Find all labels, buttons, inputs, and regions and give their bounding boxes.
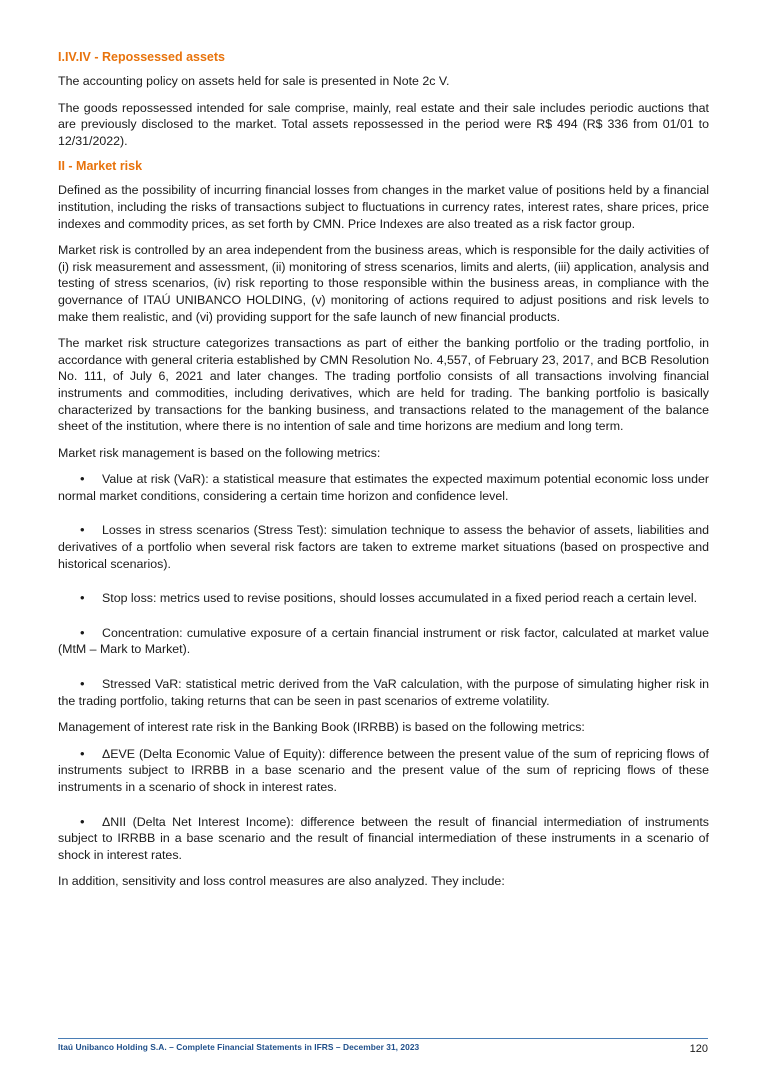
bullet-icon: • xyxy=(80,590,85,606)
page-footer xyxy=(58,1038,708,1062)
bullet-icon: • xyxy=(80,471,85,487)
bullet-text: Losses in stress scenarios (Stress Test): simulation technique to assess the behavior of assets, liabilities and derivatives of a portfolio when several risk factors are taken to extreme market situations (based on prospective and historical scenarios). xyxy=(58,523,709,571)
document-page xyxy=(58,50,709,900)
bullet-text: ΔNII (Delta Net Interest Income): difference between the result of financial intermediation of instruments subject to IRRBB in a base scenario and the result of financial intermediation of these instruments in a scenario of shock in interest rates. xyxy=(58,814,709,862)
footer-document-title: Itaú Unibanco Holding S.A. – Complete Financial Statements in IFRS – December 31, 2023 xyxy=(58,1042,420,1052)
bullet-item-concentration xyxy=(58,625,709,658)
paragraph: Market risk is controlled by an area independent from the business areas, which is responsible for the daily activities of (i) risk measurement and assessment, (ii) monitoring of stress scenarios, limits and alerts, (iii) application, analysis and testing of stress scenarios, (iv) risk reporting to those responsible within the business areas, in compliance with the governance of ITAÚ UNIBANCO HOLDING, (v) monitoring of actions required to adjust positions and risk levels to make them realistic, and (vi) providing support for the safe launch of new financial products. xyxy=(58,243,709,324)
bullet-item-delta-nii xyxy=(58,814,709,864)
bullet-icon: • xyxy=(80,624,85,640)
bullet-item-delta-eve xyxy=(58,746,709,796)
bullet-icon: • xyxy=(80,676,85,692)
bullet-item-stop-loss xyxy=(58,590,709,607)
bullet-icon: • xyxy=(80,745,85,761)
bullet-icon: • xyxy=(80,522,85,538)
bullet-text: Concentration: cumulative exposure of a certain financial instrument or risk factor, calculated at market value (MtM – Mark to Market). xyxy=(58,625,709,657)
paragraph: The accounting policy on assets held for sale is presented in Note 2c V. xyxy=(58,74,450,88)
bullet-text: ΔEVE (Delta Economic Value of Equity): difference between the present value of the sum of repricing flows of instruments subject to IRRBB in a base scenario and the present value of the sum of repricing flows of these instruments in a scenario of shock in interest rates. xyxy=(58,746,709,794)
bullet-text: Stop loss: metrics used to revise positions, should losses accumulated in a fixed period reach a certain level. xyxy=(102,591,698,606)
section-heading-market-risk: II - Market risk xyxy=(58,159,143,174)
paragraph-closing: In addition, sensitivity and loss control measures are also analyzed. They include: xyxy=(58,874,505,889)
bullet-item-stress-test xyxy=(58,522,709,572)
bullet-item-stressed-var xyxy=(58,676,709,709)
paragraph-irrbb-intro: Management of interest rate risk in the Banking Book (IRRBB) is based on the following metrics: xyxy=(58,720,585,735)
paragraph: Market risk management is based on the following metrics: xyxy=(58,445,381,460)
paragraph: Defined as the possibility of incurring financial losses from changes in the market value of positions held by a financial institution, including the risks of transactions subject to fluctuations in currency rates, interest rates, share prices, price indexes and commodity prices, as set forth by CMN. Price Indexes are also treated as a risk factor group. xyxy=(58,183,709,231)
section-heading-repossessed-assets: I.IV.IV - Repossessed assets xyxy=(58,50,225,64)
paragraph: The market risk structure categorizes transactions as part of either the banking portfolio or the trading portfolio, in accordance with general criteria established by CMN Resolution No. 4,557, of February 23, 2017, and BCB Resolution No. 111, of July 6, 2021 and later changes. The trading portfolio consists of all transactions involving financial instruments and commodities, including derivatives, which are held for trading. The banking portfolio is basically characterized by transactions for the banking business, and transactions related to the management of the balance sheet of the institution, where there is no intention of sale and time horizons are medium and long term. xyxy=(58,336,709,434)
bullet-item-var xyxy=(58,471,709,504)
bullet-text: Stressed VaR: statistical metric derived from the VaR calculation, with the purpose of simulating higher risk in the trading portfolio, taking returns that can be seen in past scenarios of extreme volatility. xyxy=(58,677,709,708)
bullet-icon: • xyxy=(80,813,85,829)
bullet-text: Value at risk (VaR): a statistical measure that estimates the expected maximum potential economic loss under normal market conditions, considering a certain time horizon and confidence level. xyxy=(58,472,709,503)
paragraph: The goods repossessed intended for sale comprise, mainly, real estate and their sale includes periodic auctions that are previously disclosed to the market. Total assets repossessed in the period were R$ 494 (R$ 336 from 01/01 to 12/31/2022). xyxy=(58,100,709,148)
page-number: 120 xyxy=(689,1043,708,1055)
